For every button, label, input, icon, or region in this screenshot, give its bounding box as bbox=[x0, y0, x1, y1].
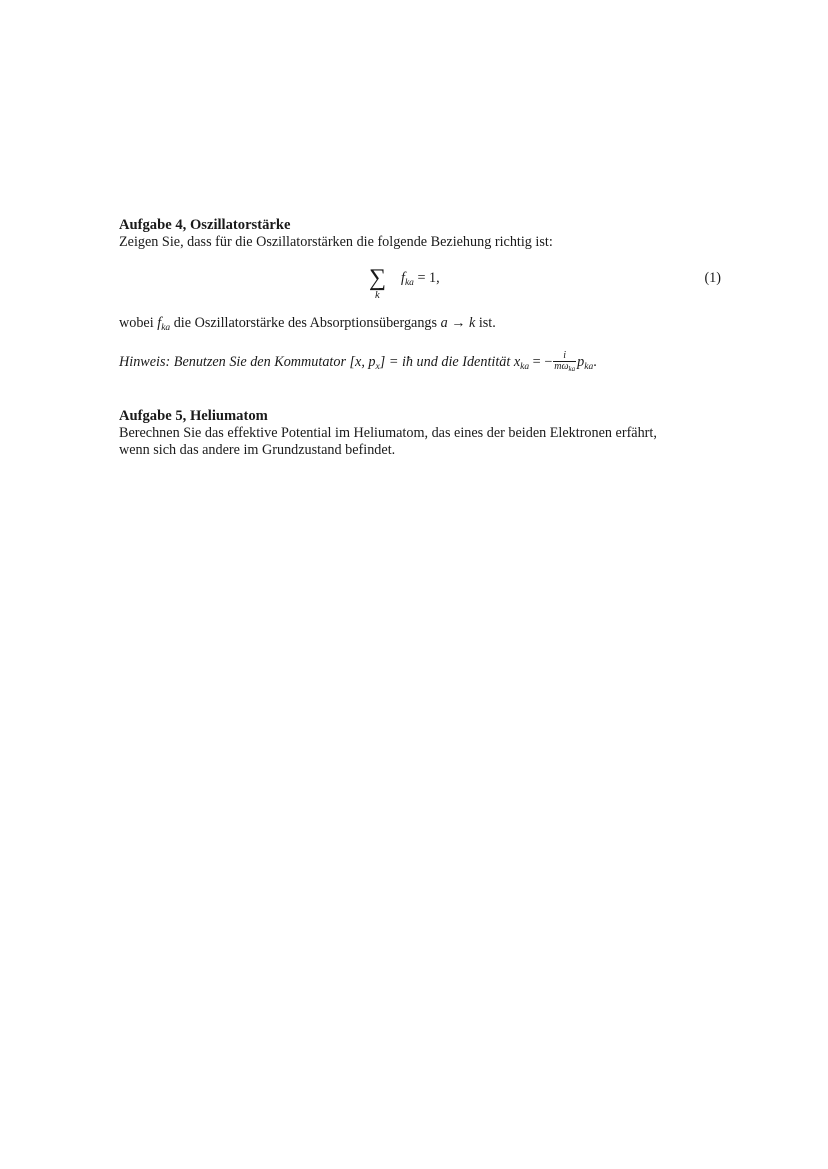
hint-comm-rest: ] = iħ und die Identität x bbox=[379, 353, 521, 370]
explain-subscript: ka bbox=[161, 323, 171, 333]
equation-1 bbox=[119, 266, 721, 306]
equation-rhs: = 1, bbox=[413, 270, 440, 286]
task5-section bbox=[119, 408, 724, 459]
task4-section bbox=[119, 217, 724, 251]
hint-frac-den-sub: ka bbox=[568, 365, 576, 373]
hint-text: Hinweis: Benutzen Sie den Kommutator [x, p bbox=[119, 353, 376, 370]
task4-heading: Aufgabe 4, Oszillatorstärke bbox=[119, 217, 291, 233]
sum-symbol: ∑ bbox=[369, 265, 387, 291]
equation-lhs-symbol: f bbox=[401, 270, 405, 286]
hint-fraction bbox=[553, 351, 576, 374]
equation-number: (1) bbox=[704, 270, 721, 286]
task4-intro: Zeigen Sie, dass für die Oszillatorstärken die folgende Beziehung richtig ist: bbox=[119, 234, 553, 250]
task5-line2: wenn sich das andere im Grundzustand befindet. bbox=[119, 442, 396, 458]
explain-symbol: f bbox=[157, 315, 162, 331]
equation-expression bbox=[401, 270, 440, 290]
hint-p: p bbox=[577, 353, 585, 370]
hint-frac-num: i bbox=[553, 351, 576, 362]
task4-explanation bbox=[119, 315, 724, 337]
task4-hint bbox=[119, 351, 724, 376]
hint-comm-sub: x bbox=[375, 361, 380, 372]
sum-index: k bbox=[375, 290, 380, 301]
task5-heading: Aufgabe 5, Heliumatom bbox=[119, 408, 268, 424]
hint-eq: = − bbox=[529, 353, 553, 370]
task5-line1: Berechnen Sie das effektive Potential im Heliumatom, das eines der beiden Elektronen erfährt, bbox=[119, 425, 657, 441]
explain-prefix: wobei bbox=[119, 315, 158, 331]
hint-end: . bbox=[593, 353, 597, 370]
equation-lhs-subscript: ka bbox=[404, 278, 414, 288]
explain-suffix: ist. bbox=[475, 315, 496, 331]
hint-frac-den: mω bbox=[554, 361, 569, 372]
explain-mid: die Oszillatorstärke des Absorptionsübergangs bbox=[170, 315, 441, 331]
explain-transition: a → k bbox=[440, 315, 476, 331]
hint-p-sub: ka bbox=[584, 361, 594, 372]
hint-x-sub: ka bbox=[520, 361, 530, 372]
